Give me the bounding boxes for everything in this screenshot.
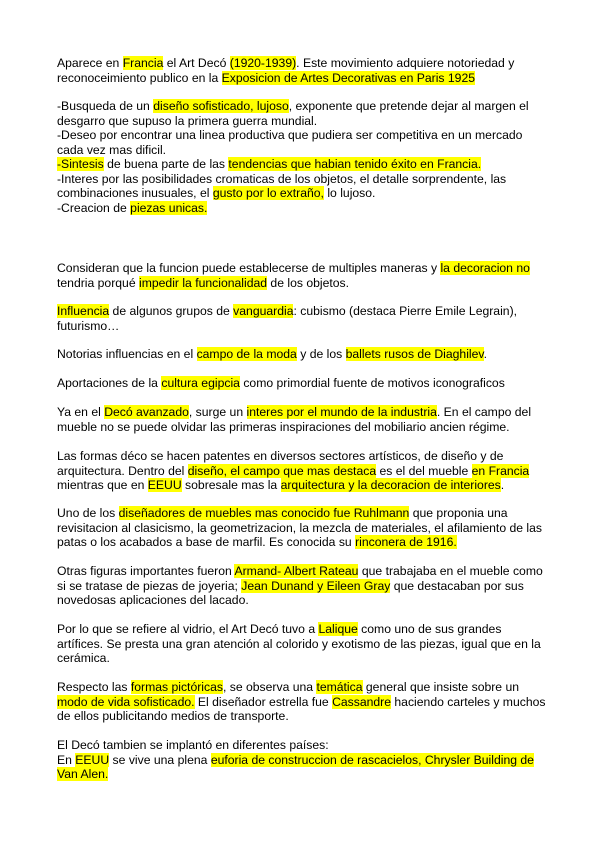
text-segment: desgarro que supuso la primera guerra mundial. [57,113,318,128]
highlighted-text: Armand- Albert Rateau [234,564,359,578]
text-line [57,261,530,276]
highlighted-text: interes por el mundo de la industria [246,405,437,419]
text-line [57,680,519,695]
text-segment: -Busqueda de un [57,99,154,113]
text-segment: arquitectura. Dentro del [57,463,188,478]
text-segment: El diseñador estrella fue [194,694,333,709]
highlighted-text: en Francia [471,463,530,478]
text-segment: novedosas aplicaciones del lacado. [57,593,249,607]
text-segment: Aportaciones de la [57,376,162,390]
highlighted-text: rinconera de 1916. [355,535,457,549]
text-segment: . [500,478,505,492]
highlighted-text: diseño, el campo que mas destaca [187,463,377,478]
highlighted-text: vanguardia [233,304,294,318]
text-segment: que trabajaba en el mueble como [358,564,543,578]
text-line [57,304,517,319]
text-segment: Consideran que la funcion puede establecerse de multiples maneras y [57,261,441,275]
text-segment: . [483,347,487,361]
text-segment: como uno de sus grandes [357,622,502,636]
text-line [57,276,349,291]
highlighted-text: Decó avanzado [104,405,189,419]
text-segment: de buena parte de las [103,157,229,171]
highlighted-text: tendencias que habian tenido éxito en Francia. [228,157,482,171]
text-segment: cerámica. [57,651,110,665]
text-segment: Ya en el [57,405,105,419]
text-segment: En [57,752,76,767]
text-segment: de ellos publicitando medios de transporte. [57,709,289,723]
text-segment: , surge un [188,405,247,419]
highlighted-text: temática [316,680,363,694]
highlighted-text: diseño sofisticado, lujoso [153,99,289,113]
text-segment: Notorias influencias en el [57,347,197,361]
highlighted-text: Francia [122,56,164,70]
text-line [57,376,505,391]
text-segment: futurismo… [57,318,120,333]
highlighted-text: ballets rusos de Diaghilev [345,347,484,361]
text-segment: es el del mueble [376,463,472,478]
text-line [57,738,329,753]
text-segment: Uno de los [57,506,119,520]
text-line [57,201,207,216]
text-line [57,56,514,71]
highlighted-text: Influencia [57,304,110,318]
text-line [57,71,475,86]
text-segment: el Art Decó [163,56,230,70]
highlighted-text: Jean Dunand y Eileen Gray [241,578,391,593]
highlighted-text: euforia de construccion de rascacielos, Chrysler Building de [210,752,534,767]
text-line [57,651,110,666]
text-line [57,99,529,114]
text-segment: : cubismo (destaca Pierre Emile Legrain), [293,304,518,318]
text-segment: de algunos grupos de [109,304,234,318]
text-line [57,128,522,143]
text-segment: mientras que en [57,478,148,492]
text-line [57,767,108,782]
text-segment: Aparece en [57,56,123,70]
highlighted-text: arquitectura y la decoracion de interiores [280,478,501,492]
highlighted-text: campo de la moda [196,347,297,361]
text-segment: se vive una plena [109,752,211,767]
text-segment: combinaciones inusuales, el [57,186,213,200]
text-segment: -Interes por las posibilidades cromaticas de los objetos, el detalle sorprendente, las [57,171,507,186]
text-segment: -Creacion de [57,200,131,215]
text-line [57,186,375,201]
highlighted-text: Cassandre [332,694,392,709]
text-line [57,593,249,608]
text-segment: que destacaban por sus [390,578,524,593]
text-segment: si se tratase de piezas de joyeria; [57,578,242,593]
text-segment: Respecto las [57,680,131,694]
highlighted-text: formas pictóricas [130,680,223,694]
text-segment: Las formas déco se hacen patentes en diversos sectores artísticos, de diseño y de [57,449,504,463]
text-line [57,709,289,724]
text-line [57,449,503,464]
text-line [57,753,534,768]
text-segment: artífices. Se presta una gran atención al colorido y exotismo de las piezas, igual que en la [57,636,541,651]
text-line [57,319,119,334]
text-segment: tendria porqué [57,275,139,290]
highlighted-text: (1920-1939) [229,56,297,70]
text-segment: . En el campo del [436,405,532,419]
text-segment: revisitacion al clasicismo, la geometrizacion, la mezcla de materiales, el afilamiento de las [57,520,543,535]
text-line [57,478,504,493]
highlighted-text: la decoracion no [440,261,530,275]
highlighted-text: modo de vida sofisticado. [57,694,195,709]
text-segment: sobresale mas la [181,478,281,492]
text-segment: haciendo carteles y muchos [391,694,546,709]
text-segment: mueble no se puede olvidar las primeras inspiraciones del mobiliario ancien régime. [57,419,510,434]
highlighted-text: Lalique [318,622,358,636]
highlighted-text: diseñadores de muebles mas conocido fue Ruhlmann [118,506,410,520]
text-line [57,143,166,158]
text-line [57,637,541,652]
text-segment: El Decó tambien se implantó en diferentes países: [57,738,329,752]
text-segment: -Deseo por encontrar una linea productiva que pudiera ser competitiva en un mercado [57,128,523,142]
highlighted-text: cultura egipcia [161,376,240,390]
text-line [57,521,542,536]
text-segment: , se observa una [222,680,317,694]
text-segment: , exponente que pretende dejar al margen el [288,99,529,113]
text-line [57,579,524,594]
text-line [57,535,457,550]
text-line [57,420,510,435]
text-segment: Por lo que se refiere al vidrio, el Art Decó tuvo a [57,622,319,636]
text-segment: patas o los acabados a base de marfil. Es conocida su [57,535,356,549]
highlighted-text: Exposicion de Artes Decorativas en Paris 1925 [221,70,476,85]
text-segment: Otras figuras importantes fueron [57,564,235,578]
text-segment: y de los [296,347,346,361]
text-segment: reconoceimiento publico en la [57,70,222,85]
highlighted-text: EEUU [75,752,110,767]
text-line [57,695,545,710]
highlighted-text: -Sintesis [57,157,104,171]
text-line [57,405,531,420]
text-segment: lo lujoso. [323,186,376,200]
text-segment: como primordial fuente de motivos iconograficos [239,376,505,390]
highlighted-text: EEUU [147,478,182,492]
text-line [57,564,543,579]
highlighted-text: Van Alen. [57,767,109,781]
text-segment: cada vez mas dificil. [57,142,167,157]
highlighted-text: impedir la funcionalidad [139,275,268,290]
text-segment: de los objetos. [267,275,350,290]
text-line [57,506,508,521]
text-segment: . Este movimiento adquiere notoriedad y [296,56,515,70]
highlighted-text: piezas unicas. [130,200,208,215]
text-line [57,114,317,129]
text-line [57,157,481,172]
text-line [57,347,487,362]
text-line [57,622,501,637]
text-line [57,464,529,479]
text-segment: que proponia una [409,506,508,520]
text-segment: general que insiste sobre un [362,680,520,694]
text-line [57,172,506,187]
highlighted-text: gusto por lo extraño, [212,186,324,200]
